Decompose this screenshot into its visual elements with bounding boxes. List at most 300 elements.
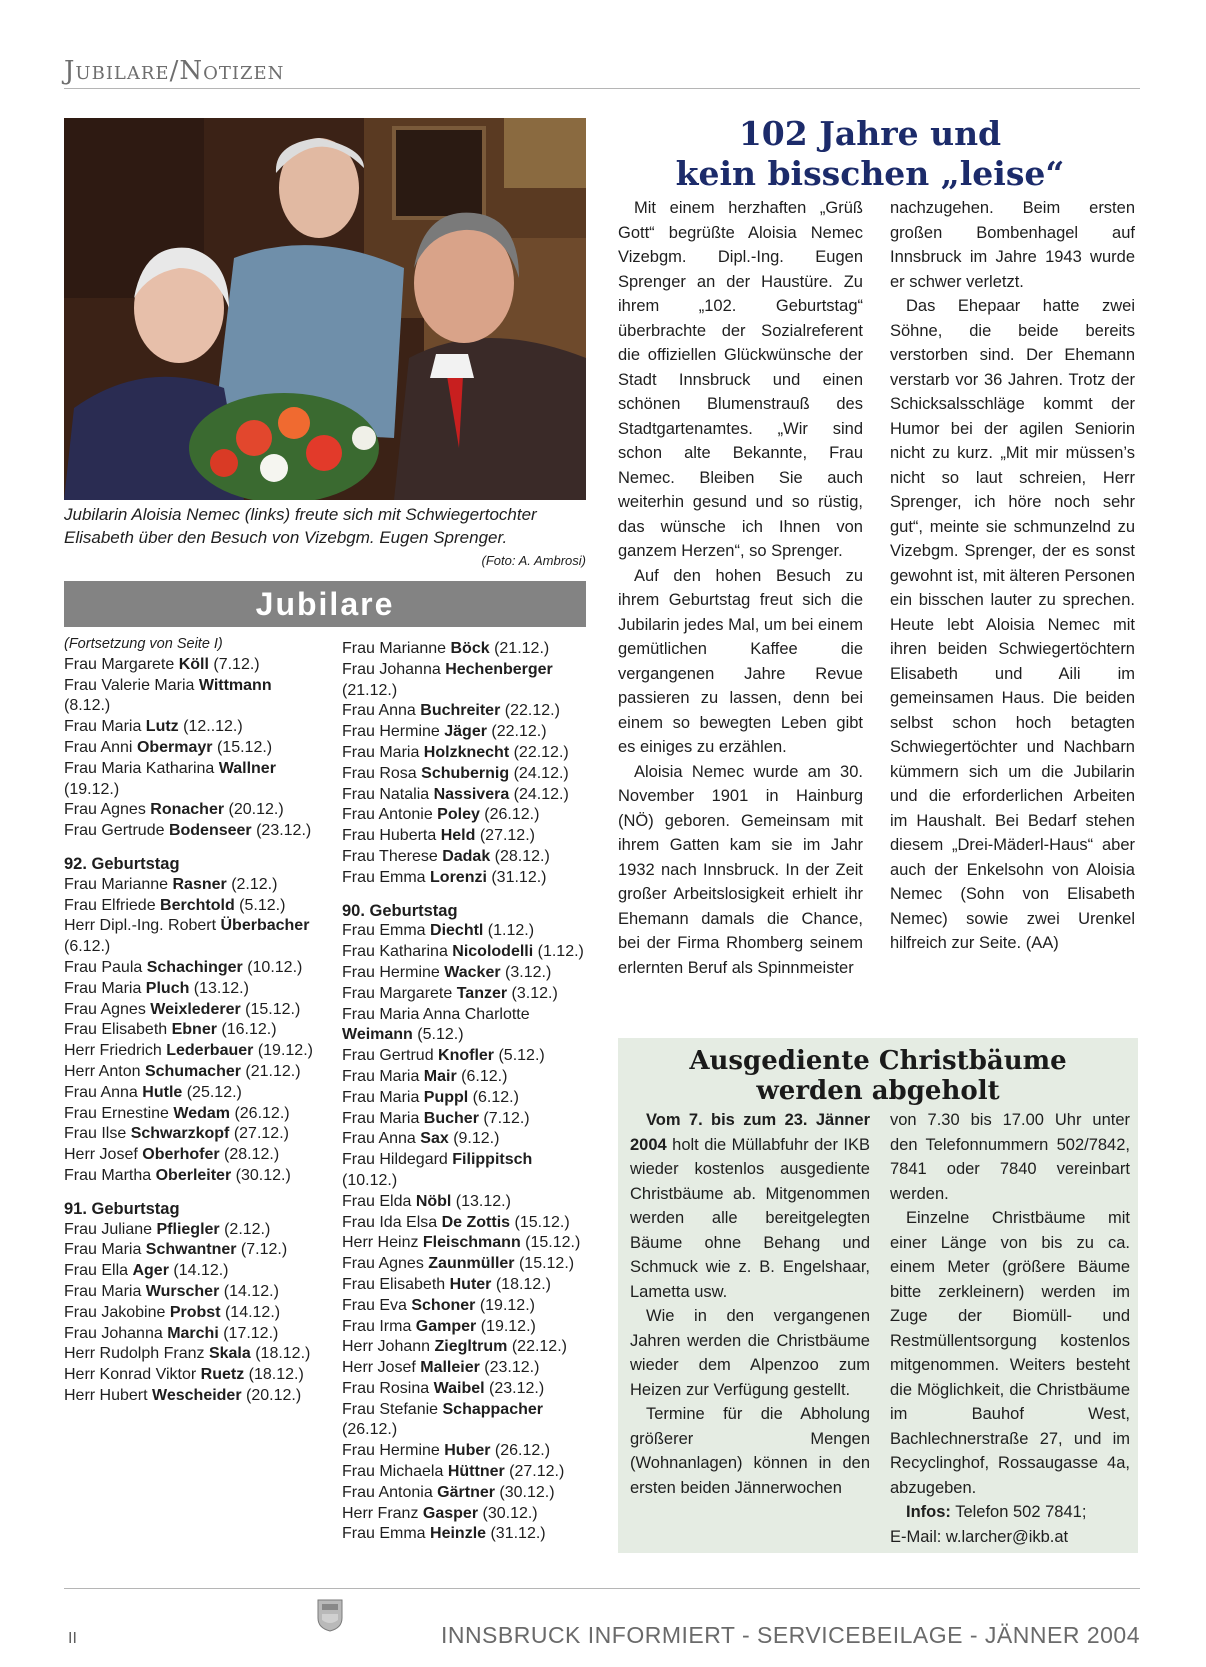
- notice-column-1: [630, 1108, 870, 1500]
- jubilar-date: (26.12.): [479, 806, 540, 824]
- jubilar-date: (22.12.): [486, 723, 547, 741]
- jubilar-surname: Schwantner: [145, 1241, 237, 1259]
- jubilar-date: (22.12.): [500, 702, 560, 720]
- jubilar-date: (7.12.): [478, 1109, 530, 1127]
- jubilar-prefix: Herr Franz: [342, 1504, 423, 1522]
- jubilar-prefix: Frau Margarete: [64, 655, 179, 673]
- jubilar-entry: [342, 1400, 590, 1442]
- jubilar-prefix: Frau Elisabeth: [64, 1021, 172, 1039]
- jubilar-entry: [64, 821, 316, 842]
- jubilar-date: (28.12.): [490, 847, 550, 865]
- jubilar-surname: Diechtl: [430, 922, 484, 940]
- jubilar-surname: Sax: [420, 1130, 449, 1148]
- jubilar-entry: [342, 1046, 590, 1067]
- jubilar-entry: [342, 1524, 590, 1545]
- jubilar-prefix: Herr Friedrich: [64, 1042, 167, 1060]
- jubilar-surname: Poley: [437, 806, 480, 824]
- jubilar-date: (27.12.): [504, 1463, 565, 1481]
- jubilar-entry: [342, 868, 590, 889]
- jubilar-prefix: Frau Maria: [342, 1088, 424, 1106]
- jubilar-surname: Schubernig: [421, 764, 510, 782]
- jubilar-prefix: Herr Konrad Viktor: [64, 1366, 201, 1384]
- jubilar-date: (3.12.): [507, 984, 558, 1002]
- jubilar-surname: Gamper: [415, 1317, 477, 1335]
- jubilar-prefix: Frau Maria: [342, 743, 424, 761]
- jubilar-date: (30.12.): [231, 1166, 291, 1184]
- jubilar-date: (25.12.): [182, 1083, 242, 1101]
- jubilar-prefix: Herr Josef: [342, 1359, 421, 1377]
- jubilar-date: (8.12.): [64, 697, 111, 715]
- jubilar-entry: [342, 1317, 590, 1338]
- jubilar-surname: Holzknecht: [423, 743, 510, 761]
- jubilar-surname: De Zottis: [441, 1213, 511, 1231]
- jubilar-prefix: Herr Hubert: [64, 1386, 153, 1404]
- jubilar-prefix: Frau Anni: [64, 738, 137, 756]
- jubilar-date: (6.12.): [456, 1067, 508, 1085]
- jubilar-date: (31.12.): [486, 868, 547, 886]
- jubilar-entry: [342, 1504, 590, 1525]
- jubilar-entry: [342, 660, 590, 702]
- jubilar-surname: Wittmann: [198, 676, 272, 694]
- jubilar-date: (3.12.): [500, 963, 552, 981]
- jubilar-entry: [64, 958, 316, 979]
- jubilar-prefix: Frau Katharina: [342, 943, 453, 961]
- jubilar-date: (20.12.): [241, 1386, 302, 1404]
- jubilar-surname: Ruetz: [200, 1366, 245, 1384]
- birthday-group-heading: 90. Geburtstag: [342, 901, 458, 920]
- notice-column-2: [890, 1108, 1130, 1549]
- jubilar-prefix: Frau Agnes: [64, 1000, 151, 1018]
- jubilar-prefix: Frau Agnes: [342, 1255, 429, 1273]
- jubilar-prefix: Frau Elfriede: [64, 896, 161, 914]
- jubilar-date: (5.12.): [494, 1047, 545, 1065]
- jubilar-prefix: Frau Emma: [342, 1525, 431, 1543]
- jubilar-entry: [342, 1296, 590, 1317]
- article-headline: [600, 114, 1140, 194]
- article-paragraph: Aloisia Nemec wurde am 30. November 1901 in Hainburg (NÖ) geboren. Gemeinsam mit ihrem Gatten kam sie im Jahr 1932 nach Innsbruck. In der Zeit großer Arbeitslosigkeit erhielt ihr Ehemann damals die Chance, bei der Firma Rhomberg seinem erlernten Beruf als Spinnmeister: [618, 762, 863, 977]
- jubilar-surname: Heinzle: [430, 1525, 487, 1543]
- jubilar-prefix: Frau Irma: [342, 1317, 416, 1335]
- jubilar-date: (12..12.): [178, 718, 243, 736]
- jubilar-surname: Marchi: [167, 1324, 219, 1342]
- jubilar-entry: [342, 963, 590, 984]
- christmas-tree-notice: [618, 1038, 1138, 1553]
- jubilar-entry: [64, 1220, 316, 1241]
- jubilar-date: (7.12.): [236, 1241, 288, 1259]
- notice-text: von 7.30 bis 17.00 Uhr unter den Telefonnummern 502/7842, 7841 oder 7840 vereinbart werden.: [890, 1111, 1130, 1203]
- jubilar-surname: Malleier: [420, 1359, 480, 1377]
- jubilar-surname: Nicolodelli: [452, 943, 534, 961]
- jubilar-entry: [342, 722, 590, 743]
- jubilar-prefix: Frau Hermine: [342, 1442, 445, 1460]
- jubilar-entry: [342, 1441, 590, 1462]
- jubilar-surname: Wallner: [218, 759, 276, 777]
- jubilar-surname: Waibel: [433, 1379, 485, 1397]
- headline-line-2: kein bisschen „leise“: [675, 154, 1065, 193]
- jubilar-date: (15.12.): [514, 1255, 575, 1273]
- jubilar-prefix: Frau Martha: [64, 1166, 156, 1184]
- article-column-2: [890, 196, 1135, 956]
- jubilar-surname: Mair: [423, 1067, 457, 1085]
- info-label: Infos:: [906, 1503, 951, 1521]
- jubilar-entry: [342, 1275, 590, 1296]
- page-number: II: [68, 1630, 77, 1647]
- jubilar-date: (14.12.): [168, 1262, 229, 1280]
- jubilar-surname: Pluch: [145, 979, 190, 997]
- jubilar-date: (13.12.): [451, 1192, 511, 1210]
- info-phone: Telefon 502 7841;: [950, 1503, 1087, 1521]
- jubilar-prefix: Frau Maria: [342, 1109, 424, 1127]
- jubilar-prefix: Frau Elda: [342, 1192, 416, 1210]
- jubilar-date: (19.12.): [64, 780, 120, 798]
- jubilar-entry: [64, 738, 316, 759]
- jubilar-prefix: Frau Elisabeth: [342, 1275, 450, 1293]
- jubilar-prefix: Frau Johanna: [342, 660, 446, 678]
- jubilar-surname: Weimann: [342, 1026, 413, 1044]
- jubilar-surname: Knofler: [438, 1047, 495, 1065]
- jubilar-date: (26.12.): [490, 1442, 551, 1460]
- jubilar-date: (20.12.): [224, 801, 284, 819]
- jubilar-surname: Schoner: [411, 1296, 476, 1314]
- jubilar-surname: Schappacher: [442, 1400, 543, 1418]
- jubilar-date: (23.12.): [251, 822, 312, 840]
- jubilar-date: (31.12.): [486, 1525, 546, 1543]
- jubilar-surname: Ager: [132, 1262, 169, 1280]
- jubilar-surname: Schumacher: [144, 1062, 241, 1080]
- jubilar-entry: [342, 826, 590, 847]
- jubilar-entry: [64, 717, 316, 738]
- jubilar-date: (26.12.): [230, 1104, 290, 1122]
- jubilar-entry: [342, 764, 590, 785]
- jubilar-prefix: Frau Valerie Maria: [64, 676, 199, 694]
- jubilar-prefix: Frau Maria: [64, 979, 146, 997]
- jubilar-entry: [342, 1254, 590, 1275]
- jubilar-entry: [64, 916, 316, 958]
- jubilar-date: (21.12.): [342, 681, 398, 699]
- jubilar-entry: [342, 942, 590, 963]
- jubilar-date: (9.12.): [448, 1130, 500, 1148]
- jubilar-date: (14.12.): [219, 1282, 279, 1300]
- jubilar-date: (17.12.): [218, 1324, 279, 1342]
- jubilar-entry: [342, 1213, 590, 1234]
- notice-text: Termine für die Abholung größerer Mengen (Wohnanlagen) können in den ersten beiden Jännerwochen: [630, 1405, 870, 1497]
- jubilar-prefix: Frau Maria: [64, 1282, 146, 1300]
- jubilar-entry: [342, 1379, 590, 1400]
- jubilar-date: (15.12.): [212, 738, 273, 756]
- info-email[interactable]: E-Mail: w.larcher@ikb.at: [890, 1527, 1069, 1546]
- article-paragraph: Auf den hohen Besuch zu ihrem Geburtstag freut sich die Jubilarin jedes Mal, um bei einem gemütlichen Kaffee die vergangenen Jahre Revue passieren zu lassen, denn bei einem so bewegten Leben gibt es einiges zu erzählen.: [618, 566, 863, 756]
- jubilar-date: (24.12.): [509, 764, 569, 782]
- jubilar-entry: [342, 785, 590, 806]
- jubilar-surname: Lorenzi: [430, 868, 487, 886]
- footer-divider: [64, 1588, 1140, 1589]
- jubilar-date: (1.12.): [483, 922, 535, 940]
- jubilar-surname: Hüttner: [447, 1463, 505, 1481]
- jubilar-surname: Jäger: [444, 723, 487, 741]
- jubilar-prefix: Frau Stefanie: [342, 1400, 443, 1418]
- jubilar-date: (5.12.): [234, 896, 286, 914]
- jubilar-entry: [64, 800, 316, 821]
- jubilar-date: (10.12.): [342, 1171, 398, 1189]
- jubilar-surname: Obermayr: [136, 738, 213, 756]
- jubilar-entry: [342, 1337, 590, 1358]
- jubilar-prefix: Frau Antonie: [342, 806, 438, 824]
- jubilar-surname: Huber: [444, 1442, 491, 1460]
- jubilar-prefix: Frau Ida Elsa: [342, 1213, 442, 1231]
- jubilar-entry: [342, 1483, 590, 1504]
- jubilar-date: (27.12.): [475, 827, 535, 845]
- publication-footer: INNSBRUCK INFORMIERT - SERVICEBEILAGE - JÄNNER 2004: [440, 1622, 1140, 1648]
- jubilar-surname: Schachinger: [146, 958, 243, 976]
- jubilar-entry: [64, 1124, 316, 1145]
- jubilar-date: (27.12.): [229, 1125, 289, 1143]
- jubilar-surname: Nöbl: [415, 1192, 452, 1210]
- jubilar-date: (18.12.): [250, 1345, 311, 1363]
- notice-text: Einzelne Christbäume mit einer Länge von bis zu ca. einem Meter (größere Bäume bitte zerkleinern) werden im Zuge der Biomüll- und Restmüllentsorgung kostenlos mitgenommen. Weiters besteht die Möglichkeit, die Christbäume im Bauhof West, Bachlechnerstraße 27, und im Recyclinghof, Rossaugasse 4a, abzugeben.: [890, 1209, 1130, 1497]
- jubilar-entry: [64, 896, 316, 917]
- jubilar-entry: [64, 759, 316, 801]
- jubilar-surname: Ziegltrum: [434, 1338, 508, 1356]
- jubilar-surname: Nassivera: [433, 785, 510, 803]
- jubilar-date: (2.12.): [219, 1220, 271, 1238]
- jubilar-prefix: Frau Maria: [64, 718, 146, 736]
- jubilar-prefix: Frau Michaela: [342, 1463, 448, 1481]
- jubilar-prefix: Frau Ella: [64, 1262, 133, 1280]
- jubilar-surname: Böck: [450, 640, 490, 657]
- jubilar-prefix: Frau Maria Katharina: [64, 759, 219, 777]
- jubilar-date: (23.12.): [484, 1379, 545, 1397]
- jubilar-prefix: Frau Eva: [342, 1296, 412, 1314]
- jubilar-entry: [64, 1261, 316, 1282]
- jubilar-prefix: Frau Rosina: [342, 1379, 434, 1397]
- city-crest-icon: [316, 1598, 344, 1632]
- jubilar-surname: Hutle: [142, 1083, 183, 1101]
- jubilar-date: (14.12.): [220, 1303, 281, 1321]
- article-paragraph: Mit einem herzhaften „Grüß Gott“ begrüßte Aloisia Nemec Vizebgm. Dipl.-Ing. Eugen Sprenger an der Haustüre. Zu ihrem „102. Geburtstag“ überbrachte der Sozialreferent die offiziellen Glückwünsche der Stadt Innsbruck und einen schönen Blumenstrauß des Stadtgartenamtes. „Wir sind schon alte Bekannte, Frau Nemec. Bleiben Sie auch weiterhin gesund und so rüstig, das wünsche ich Ihnen von ganzem Herzen“, so Sprenger.: [618, 199, 863, 560]
- jubilar-prefix: Frau Margarete: [342, 984, 457, 1002]
- jubilar-entry: [342, 743, 590, 764]
- jubilar-date: (19.12.): [253, 1042, 313, 1060]
- jubilar-surname: Lederbauer: [166, 1042, 254, 1060]
- jubilar-date: (21.12.): [240, 1062, 301, 1080]
- jubilar-surname: Wurscher: [145, 1282, 220, 1300]
- jubilar-date: (18.12.): [244, 1366, 304, 1384]
- jubilar-date: (16.12.): [216, 1021, 277, 1039]
- jubilar-prefix: Frau Paula: [64, 958, 147, 976]
- continued-note: (Fortsetzung von Seite I): [64, 636, 223, 652]
- jubilar-entry: [64, 1104, 316, 1125]
- jubilar-date: (7.12.): [208, 655, 260, 673]
- jubilar-surname: Wescheider: [152, 1386, 242, 1404]
- jubilar-prefix: Frau Ernestine: [64, 1104, 174, 1122]
- jubilar-prefix: Frau Johanna: [64, 1324, 168, 1342]
- notice-text: Wie in den vergangenen Jahren werden die Christbäume wieder dem Alpenzoo zum Heizen zur Verfügung gestellt.: [630, 1307, 870, 1399]
- header-divider: [64, 88, 1140, 89]
- jubilar-entry: [64, 1365, 316, 1386]
- jubilar-surname: Wacker: [444, 963, 501, 981]
- jubilare-list-2: [342, 639, 590, 1545]
- jubilar-surname: Weixlederer: [150, 1000, 241, 1018]
- jubilar-date: (1.12.): [533, 943, 584, 961]
- jubilare-column-2: [342, 639, 590, 1545]
- jubilar-prefix: Frau Huberta: [342, 827, 441, 845]
- jubilar-entry: [64, 1324, 316, 1345]
- jubilar-prefix: Frau Hermine: [342, 723, 445, 741]
- jubilar-date: (18.12.): [491, 1275, 551, 1293]
- notice-headline-line-2: werden abgeholt: [756, 1076, 1000, 1106]
- birthday-group-heading: 92. Geburtstag: [64, 854, 180, 873]
- jubilar-surname: Köll: [178, 655, 209, 673]
- jubilar-prefix: Frau Anna: [64, 1083, 143, 1101]
- jubilar-surname: Ronacher: [150, 801, 225, 819]
- jubilar-entry: [64, 1041, 316, 1062]
- jubilar-surname: Skala: [208, 1345, 251, 1363]
- article-paragraph: nachzugehen. Beim ersten großen Bombenhagel auf Innsbruck im Jahre 1943 wurde er schwer verletzt.: [890, 199, 1135, 291]
- jubilar-prefix: Frau Maria: [64, 1241, 146, 1259]
- jubilar-entry: [342, 1358, 590, 1379]
- jubilar-entry: [64, 676, 316, 718]
- jubilar-prefix: Herr Josef: [64, 1146, 143, 1164]
- jubilar-entry: [342, 701, 590, 722]
- jubilar-entry: [342, 1088, 590, 1109]
- jubilar-surname: Dadak: [442, 847, 491, 865]
- jubilar-surname: Probst: [169, 1303, 221, 1321]
- jubilar-prefix: Frau Marianne: [342, 640, 451, 657]
- jubilar-surname: Puppl: [423, 1088, 469, 1106]
- jubilar-prefix: Frau Hermine: [342, 963, 445, 981]
- jubilar-date: (28.12.): [219, 1146, 280, 1164]
- jubilar-date: (22.12.): [507, 1338, 567, 1356]
- jubilar-date: (30.12.): [494, 1483, 555, 1501]
- jubilar-prefix: Frau Natalia: [342, 785, 434, 803]
- jubilar-date: (23.12.): [479, 1359, 540, 1377]
- jubilar-entry: [64, 1000, 316, 1021]
- jubilar-surname: Buchreiter: [420, 702, 501, 720]
- jubilar-surname: Schwarzkopf: [130, 1125, 230, 1143]
- jubilar-prefix: Herr Rudolph Franz: [64, 1345, 209, 1363]
- birthday-group-heading: 91. Geburtstag: [64, 1199, 180, 1218]
- jubilar-date: (19.12.): [476, 1317, 536, 1335]
- jubilar-entry: [342, 639, 590, 660]
- jubilar-date: (19.12.): [475, 1296, 535, 1314]
- notice-text: holt die Müllabfuhr der IKB wieder kostenlos ausgediente Christbäume ab. Mitgenommen werden alle bereitgelegten Bäume ohne Behang und Schmuck wie z. B. Engelshaar, Lametta usw.: [630, 1135, 870, 1301]
- jubilar-date: (21.12.): [489, 640, 550, 657]
- jubilar-date: (30.12.): [478, 1504, 538, 1522]
- jubilar-prefix: Frau Emma: [342, 868, 431, 886]
- jubilar-prefix: Frau Maria: [342, 1067, 424, 1085]
- jubilar-entry: [342, 1005, 590, 1047]
- jubilar-entry: [342, 805, 590, 826]
- jubilar-prefix: Frau Hildegard: [342, 1151, 453, 1169]
- jubilar-surname: Überbacher: [220, 917, 310, 935]
- jubilar-date: (26.12.): [342, 1421, 398, 1439]
- notice-headline: [618, 1046, 1138, 1106]
- jubilar-prefix: Frau Anna: [342, 1130, 421, 1148]
- jubilar-date: (15.12.): [240, 1000, 301, 1018]
- jubilar-prefix: Frau Jakobine: [64, 1303, 170, 1321]
- jubilar-entry: [64, 1166, 316, 1187]
- photo-caption: Jubilarin Aloisia Nemec (links) freute sich mit Schwiegertochter Elisabeth über den Besuch von Vizebgm. Eugen Sprenger.: [64, 505, 537, 547]
- jubilar-surname: Filippitsch: [452, 1151, 533, 1169]
- jubilar-prefix: Frau Gertrude: [64, 822, 169, 840]
- jubilar-date: (10.12.): [242, 958, 303, 976]
- jubilar-entry: [64, 1145, 316, 1166]
- jubilar-prefix: Frau Gertrud: [342, 1047, 439, 1065]
- jubilar-date: (2.12.): [226, 875, 278, 893]
- jubilar-date: (15.12.): [510, 1213, 570, 1231]
- jubilar-entry: [64, 1020, 316, 1041]
- jubilar-date: (24.12.): [509, 785, 569, 803]
- jubilar-surname: Fleischmann: [422, 1234, 521, 1252]
- jubilar-entry: [64, 979, 316, 1000]
- jubilar-entry: [64, 655, 316, 676]
- jubilar-date: (15.12.): [520, 1234, 581, 1252]
- section-title: Jubilare/Notizen: [64, 56, 285, 86]
- jubilar-surname: Wedam: [173, 1104, 230, 1122]
- jubilar-surname: Zaunmüller: [428, 1255, 515, 1273]
- jubilare-list-1: [64, 655, 316, 1407]
- jubilar-surname: Held: [440, 827, 476, 845]
- jubilar-date: (5.12.): [412, 1026, 464, 1044]
- jubilar-date: (22.12.): [509, 743, 569, 761]
- notice-dates: Vom 7. bis zum 23. Jänner 2004: [630, 1111, 870, 1154]
- jubilar-surname: Rasner: [172, 875, 227, 893]
- jubilar-surname: Oberleiter: [155, 1166, 232, 1184]
- jubilar-entry: [342, 984, 590, 1005]
- jubilar-prefix: Frau Agnes: [64, 801, 151, 819]
- jubilar-prefix: Frau Juliane: [64, 1220, 157, 1238]
- notice-headline-line-1: Ausgediente Christbäume: [689, 1046, 1067, 1076]
- jubilar-entry: [64, 1386, 316, 1407]
- jubilar-entry: [64, 1303, 316, 1324]
- jubilar-surname: Ebner: [171, 1021, 217, 1039]
- jubilar-prefix: Herr Johann: [342, 1338, 435, 1356]
- jubilar-prefix: Frau Emma: [342, 922, 431, 940]
- jubilar-entry: [342, 847, 590, 868]
- jubilar-entry: [64, 1240, 316, 1261]
- jubilar-prefix: Frau Maria Anna Charlotte: [342, 1005, 530, 1023]
- jubilar-entry: [342, 1129, 590, 1150]
- jubilar-entry: [64, 1062, 316, 1083]
- article-photo: [64, 118, 586, 500]
- jubilar-prefix: Herr Heinz: [342, 1234, 423, 1252]
- jubilar-prefix: Frau Marianne: [64, 875, 173, 893]
- jubilar-entry: [64, 875, 316, 896]
- jubilar-surname: Tanzer: [456, 984, 508, 1002]
- jubilar-surname: Gärtner: [437, 1483, 495, 1501]
- jubilar-prefix: Herr Dipl.-Ing. Robert: [64, 917, 221, 935]
- jubilar-date: (6.12.): [64, 938, 111, 956]
- jubilar-entry: [342, 921, 590, 942]
- jubilar-entry: [342, 1109, 590, 1130]
- jubilar-entry: [342, 1067, 590, 1088]
- jubilar-surname: Huter: [449, 1275, 492, 1293]
- jubilar-date: (6.12.): [468, 1088, 519, 1106]
- jubilare-banner: Jubilare: [64, 581, 586, 627]
- jubilar-prefix: Frau Antonia: [342, 1483, 438, 1501]
- jubilar-entry: [342, 1192, 590, 1213]
- jubilar-entry: [64, 1282, 316, 1303]
- jubilar-prefix: Frau Ilse: [64, 1125, 131, 1143]
- jubilar-surname: Pfliegler: [156, 1220, 220, 1238]
- jubilar-entry: [342, 1150, 590, 1192]
- article-column-1: [618, 196, 863, 980]
- jubilar-surname: Lutz: [145, 718, 179, 736]
- jubilare-column-1: [64, 634, 316, 1407]
- photo-credit: (Foto: A. Ambrosi): [481, 553, 586, 568]
- jubilar-prefix: Frau Therese: [342, 847, 443, 865]
- jubilar-surname: Berchtold: [160, 896, 235, 914]
